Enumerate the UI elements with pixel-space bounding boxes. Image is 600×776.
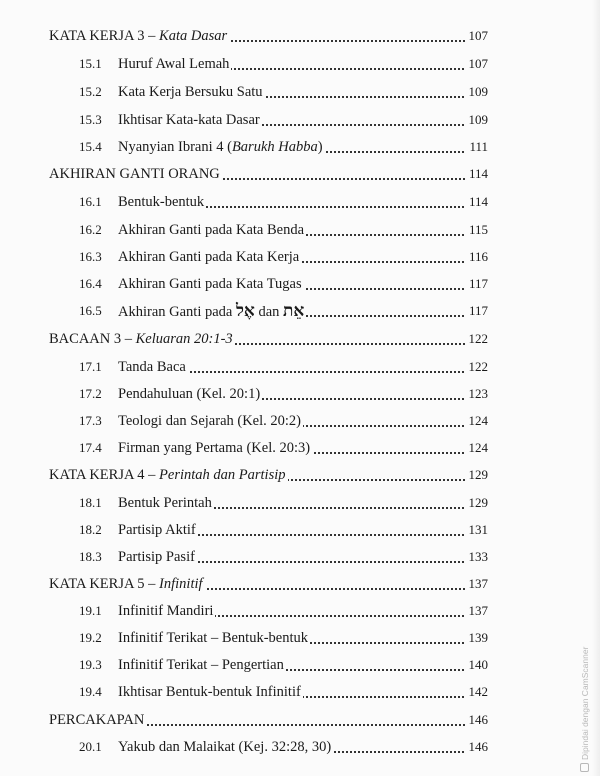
toc-section-title: Firman yang Pertama (Kel. 20:3) (118, 436, 312, 460)
toc-page-number: 133 (466, 545, 489, 569)
toc-section-title: Nyanyian Ibrani 4 (Barukh Habba) (118, 135, 325, 159)
toc-section-title: Akhiran Ganti pada Kata Kerja (118, 245, 301, 269)
toc-page-number: 137 (466, 599, 489, 623)
toc-page-number: 116 (466, 245, 488, 269)
toc-page-number: 107 (466, 24, 489, 48)
toc-chapter (0, 463, 600, 487)
toc-page-number: 109 (466, 80, 489, 104)
toc-section (0, 436, 600, 460)
toc-page-number: 114 (466, 162, 488, 186)
toc-section (0, 518, 600, 542)
toc-section (0, 52, 600, 76)
toc-section-title: Infinitif Terikat – Bentuk-bentuk (118, 626, 310, 650)
page-edge-shadow (592, 0, 600, 776)
toc-page-number: 117 (466, 272, 488, 296)
camscanner-logo-icon (580, 763, 589, 772)
toc-page-number: 123 (466, 382, 489, 406)
toc-chapter-title: KATA KERJA 5 – Infinitif (49, 572, 205, 596)
toc-section-number: 16.3 (79, 249, 102, 264)
toc-page-number: 109 (466, 108, 489, 132)
toc-section (0, 680, 600, 704)
toc-page-number: 114 (466, 190, 488, 214)
toc-section-number: 18.3 (79, 549, 102, 564)
toc-chapter (0, 572, 600, 596)
toc-page-number: 122 (466, 327, 489, 351)
toc-chapter-title: AKHIRAN GANTI ORANG (49, 162, 222, 186)
toc-section (0, 80, 600, 104)
toc-page-number: 142 (466, 680, 489, 704)
toc-page-number: 146 (466, 735, 489, 759)
toc-section-title: Bentuk-bentuk (118, 190, 206, 214)
toc-chapter (0, 24, 600, 48)
toc-section-number: 16.2 (79, 222, 102, 237)
scanner-watermark: Dipindai dengan CamScanner (578, 632, 592, 772)
toc-section-number: 18.1 (79, 495, 102, 510)
toc-page-number: 115 (466, 218, 488, 242)
toc-chapter-title: PERCAKAPAN (49, 708, 146, 732)
toc-section (0, 108, 600, 132)
toc-section-number: 17.2 (79, 386, 102, 401)
toc-section (0, 409, 600, 433)
toc-section-title: Akhiran Ganti pada אֶל dan אֵת (118, 299, 306, 324)
toc-section (0, 190, 600, 214)
toc-page-number: 139 (466, 626, 489, 650)
toc-section-title: Teologi dan Sejarah (Kel. 20:2) (118, 409, 303, 433)
toc-page-number: 124 (466, 436, 489, 460)
toc-section-title: Kata Kerja Bersuku Satu (118, 80, 265, 104)
toc-page-number: 124 (466, 409, 489, 433)
toc-section-number: 19.3 (79, 657, 102, 672)
toc-chapter (0, 162, 600, 186)
toc-section-number: 15.2 (79, 84, 102, 99)
toc-section-number: 19.4 (79, 684, 102, 699)
toc-section-title: Partisip Pasif (118, 545, 197, 569)
toc-section (0, 653, 600, 677)
toc-chapter (0, 708, 600, 732)
toc-section (0, 382, 600, 406)
toc-section-number: 18.2 (79, 522, 102, 537)
toc-section (0, 491, 600, 515)
toc-section-number: 15.3 (79, 112, 102, 127)
toc-section-title: Ikhtisar Kata-kata Dasar (118, 108, 262, 132)
toc-page-number: 111 (466, 135, 488, 159)
hebrew-word-et: אֵת (283, 301, 305, 321)
toc-page-number: 131 (466, 518, 489, 542)
toc-section (0, 355, 600, 379)
toc-section (0, 599, 600, 623)
toc-section-title: Pendahuluan (Kel. 20:1) (118, 382, 262, 406)
toc-section-title: Partisip Aktif (118, 518, 198, 542)
toc-section (0, 245, 600, 269)
toc-section-title: Akhiran Ganti pada Kata Tugas (118, 272, 304, 296)
toc-section-number: 17.1 (79, 359, 102, 374)
toc-section-number: 17.4 (79, 440, 102, 455)
toc-page-number: 117 (466, 299, 488, 323)
toc-page-number: 129 (466, 491, 489, 515)
toc-section-number: 19.2 (79, 630, 102, 645)
toc-section (0, 218, 600, 242)
toc-page-number: 137 (466, 572, 489, 596)
toc-section-number: 16.4 (79, 276, 102, 291)
toc-section-number: 17.3 (79, 413, 102, 428)
toc-section-number: 20.1 (79, 739, 102, 754)
toc-chapter-title: KATA KERJA 3 – Kata Dasar (49, 24, 229, 48)
toc-page-number: 129 (466, 463, 489, 487)
toc-section-number: 19.1 (79, 603, 102, 618)
toc-section (0, 299, 600, 323)
toc-section-title: Tanda Baca (118, 355, 188, 379)
toc-section-title: Huruf Awal Lemah (118, 52, 231, 76)
toc-section-title: Ikhtisar Bentuk-bentuk Infinitif (118, 680, 303, 704)
toc-section-number: 15.1 (79, 56, 102, 71)
toc-section (0, 735, 600, 759)
toc-chapter (0, 327, 600, 351)
toc-chapter-title: BACAAN 3 – Keluaran 20:1-3 (49, 327, 235, 351)
toc-section-title: Akhiran Ganti pada Kata Benda (118, 218, 306, 242)
toc-section (0, 135, 600, 159)
toc-section (0, 626, 600, 650)
toc-section (0, 545, 600, 569)
toc-page-number: 122 (466, 355, 489, 379)
toc-page-number: 107 (466, 52, 489, 76)
toc-section-title: Yakub dan Malaikat (Kej. 32:28, 30) (118, 735, 333, 759)
toc-page-number: 140 (466, 653, 489, 677)
toc-section-number: 16.5 (79, 303, 102, 318)
toc-chapter-title: KATA KERJA 4 – Perintah dan Partisip (49, 463, 288, 487)
hebrew-word-el: אֶל (235, 301, 255, 321)
toc-section-number: 15.4 (79, 139, 102, 154)
toc-section-title: Infinitif Mandiri (118, 599, 215, 623)
toc-section-title: Infinitif Terikat – Pengertian (118, 653, 286, 677)
toc-section (0, 272, 600, 296)
toc-section-title: Bentuk Perintah (118, 491, 214, 515)
toc-page-number: 146 (466, 708, 489, 732)
toc-section-number: 16.1 (79, 194, 102, 209)
